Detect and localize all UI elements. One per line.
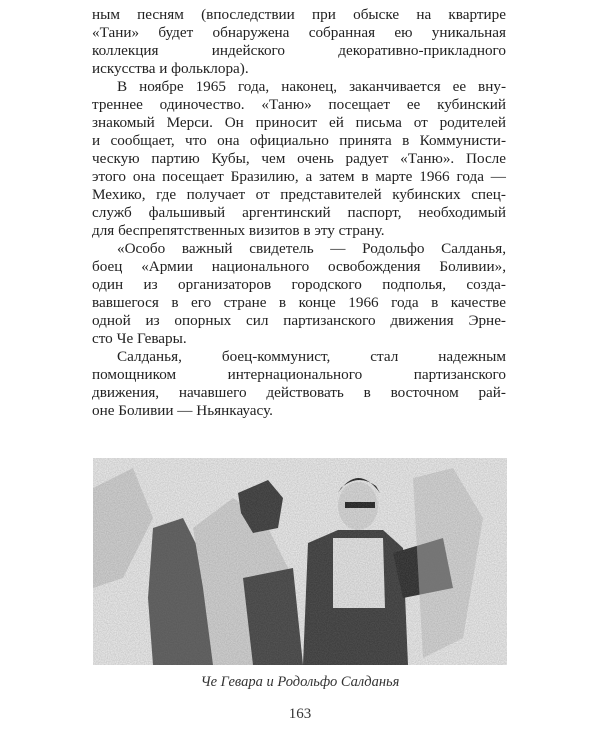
text-line: движения, начавшего действовать в восточном рай- xyxy=(92,384,506,401)
page-number: 163 xyxy=(288,706,312,722)
text-line: коллекция индейского декоративно-прикладного xyxy=(92,42,506,59)
text-line: знакомый Мерси. Он приносит ей письма от родителей xyxy=(92,114,506,131)
text-line: Мехико, где получает от представителей кубинских спец- xyxy=(92,186,506,203)
text-line: вавшегося в его стране в конце 1966 года в качестве xyxy=(92,294,506,311)
text-line: «Тани» будет обнаружена собранная ею уникальная xyxy=(92,24,506,41)
text-line: оне Боливии — Ньянкауасу. xyxy=(92,402,273,419)
figure-caption: Че Гевара и Родольфо Салданья xyxy=(200,674,400,690)
text-line: искусства и фольклора). xyxy=(92,60,249,77)
text-line: и сообщает, что она официально принята в Коммунисти- xyxy=(92,132,506,149)
text-line: для беспрепятственных визитов в эту страну. xyxy=(92,222,385,239)
text-line: помощником интернационального партизанского xyxy=(92,366,506,383)
text-line: ческую партию Кубы, чем очень радует «Таню». После xyxy=(92,150,506,167)
text-line: боец «Армии национального освобождения Боливии», xyxy=(92,258,506,275)
photo-che-guevara-and-saldanya xyxy=(93,458,507,665)
text-line: ным песням (впоследствии при обыске на квартире xyxy=(92,6,506,23)
text-line: «Особо важный свидетель — Родольфо Салданья, xyxy=(117,240,506,257)
text-line: сто Че Гевары. xyxy=(92,330,187,347)
text-line: служб фальшивый аргентинский паспорт, необходимый xyxy=(92,204,506,221)
text-line: Салданья, боец-коммунист, стал надежным xyxy=(117,348,506,365)
text-line: один из организаторов городского подполья, созда- xyxy=(92,276,506,293)
text-line: этого она посещает Бразилию, а затем в марте 1966 года — xyxy=(92,168,506,185)
text-line: одной из опорных сил партизанского движения Эрне- xyxy=(92,312,506,329)
text-line: В ноябре 1965 года, наконец, заканчивается ее вну- xyxy=(117,78,506,95)
text-line: треннее одиночество. «Таню» посещает ее кубинский xyxy=(92,96,506,113)
